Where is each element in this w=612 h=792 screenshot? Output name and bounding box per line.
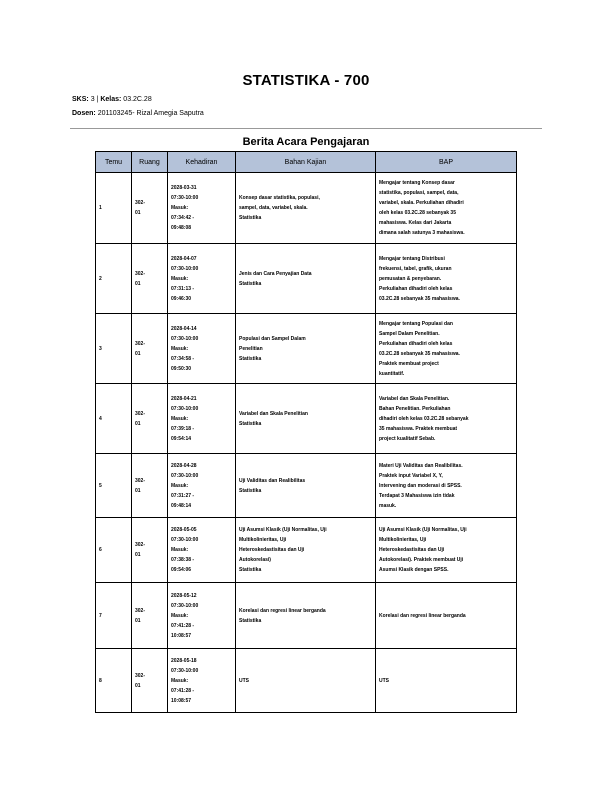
- cell-bahan-kajian: Uji Asumsi Klasik (Uji Normalitas, Uji Multikolinieritas, Uji Heteroskedastisitas dan Uji Autokorelasi) Statistika: [236, 518, 376, 583]
- cell-ruang: 302- 01: [132, 518, 168, 583]
- cell-kehadiran: 2028-03-31 07:30-10:00 Masuk: 07:34:42 - 09:48:08: [168, 173, 236, 244]
- cell-temu: 6: [96, 518, 132, 583]
- cell-kehadiran: 2028-05-12 07:30-10:00 Masuk: 07:41:28 - 10:08:57: [168, 583, 236, 649]
- table-row: [96, 384, 517, 454]
- cell-ruang: 302- 01: [132, 583, 168, 649]
- cell-ruang: 302- 01: [132, 173, 168, 244]
- table-row: [96, 314, 517, 384]
- cell-bap: UTS: [376, 649, 517, 713]
- table-row: [96, 454, 517, 518]
- dosen-label: Dosen:: [72, 110, 96, 117]
- cell-bahan-kajian: Populasi dan Sampel Dalam Penelitian Statistika: [236, 314, 376, 384]
- cell-bap: Mengajar tentang Distribusi frekuensi, tabel, grafik, ukuran pemusatan & penyebaran. Perkuliahan dihadiri oleh kelas 03.2C.28 sebanyak 35 mahasiswa.: [376, 244, 517, 314]
- kelas-value: 03.2C.28: [123, 96, 152, 103]
- cell-temu: 8: [96, 649, 132, 713]
- header-bap: BAP: [376, 152, 517, 173]
- cell-bap: Mengajar tentang Populasi dan Sampel Dalam Penelitian. Perkuliahan dihadiri oleh kelas 03.2C.28 sebanyak 35 mahasiswa. Praktek membuat project kuantitatif.: [376, 314, 517, 384]
- cell-bahan-kajian: Korelasi dan regresi linear berganda Statistika: [236, 583, 376, 649]
- cell-kehadiran: 2028-05-18 07:30-10:00 Masuk: 07:41:28 - 10:08:57: [168, 649, 236, 713]
- header-kehadiran: Kehadiran: [168, 152, 236, 173]
- cell-bahan-kajian: Jenis dan Cara Penyajian Data Statistika: [236, 244, 376, 314]
- table-row: [96, 173, 517, 244]
- cell-kehadiran: 2028-04-14 07:30-10:00 Masuk: 07:34:58 - 09:50:30: [168, 314, 236, 384]
- cell-kehadiran: 2028-04-21 07:30-10:00 Masuk: 07:39:18 - 09:54:14: [168, 384, 236, 454]
- table-row: [96, 649, 517, 713]
- lecturer-line: [72, 110, 204, 117]
- header-ruang: Ruang: [132, 152, 168, 173]
- cell-ruang: 302- 01: [132, 384, 168, 454]
- cell-bahan-kajian: Konsep dasar statistika, populasi, sampel, data, variabel, skala. Statistika: [236, 173, 376, 244]
- cell-bap: Variabel dan Skala Penelitian. Bahan Penelitian. Perkuliahan dihadiri oleh kelas 03.2C.28 sebanyak 35 mahasiswa. Praktek membuat project kualitatif Sebab.: [376, 384, 517, 454]
- table-row: [96, 518, 517, 583]
- section-title: Berita Acara Pengajaran: [242, 136, 370, 148]
- table-row: [96, 244, 517, 314]
- cell-bap: Materi Uji Validitas dan Realibilitas. Praktek input Variabel X, Y, Intervening dan moderasi di SPSS. Terdapat 3 Mahasiswa izin tidak masuk.: [376, 454, 517, 518]
- course-meta-line: [72, 96, 152, 103]
- cell-bahan-kajian: UTS: [236, 649, 376, 713]
- cell-ruang: 302- 01: [132, 314, 168, 384]
- cell-temu: 7: [96, 583, 132, 649]
- header-bahan-kajian: Bahan Kajian: [236, 152, 376, 173]
- cell-ruang: 302- 01: [132, 454, 168, 518]
- cell-kehadiran: 2028-05-05 07:30-10:00 Masuk: 07:38:38 - 09:54:06: [168, 518, 236, 583]
- sks-label: SKS:: [72, 96, 89, 103]
- cell-bap: Mengajar tentang Konsep dasar statistika, populasi, sampel, data, variabel, skala. Perkuliahan dihadiri oleh kelas 03.2C.28 sebanyak 35 mahasiswa. Kelas dari Jakarta dimana salah satunya 3 mahasiswa.: [376, 173, 517, 244]
- teaching-record-table: [95, 151, 517, 713]
- cell-ruang: 302- 01: [132, 649, 168, 713]
- meta-separator: |: [96, 96, 99, 103]
- cell-ruang: 302- 01: [132, 244, 168, 314]
- table-header-row: [96, 152, 517, 173]
- cell-temu: 5: [96, 454, 132, 518]
- header-temu: Temu: [96, 152, 132, 173]
- dosen-value: 201103245- Rizal Amegia Saputra: [97, 110, 204, 117]
- cell-kehadiran: 2028-04-07 07:30-10:00 Masuk: 07:31:13 - 09:46:30: [168, 244, 236, 314]
- sks-value: 3: [90, 96, 95, 103]
- cell-temu: 4: [96, 384, 132, 454]
- cell-temu: 3: [96, 314, 132, 384]
- course-title: STATISTIKA - 700: [242, 72, 370, 89]
- table-row: [96, 583, 517, 649]
- cell-bahan-kajian: Uji Validitas dan Realibilitas Statistika: [236, 454, 376, 518]
- cell-bahan-kajian: Variabel dan Skala Penelitian Statistika: [236, 384, 376, 454]
- kelas-label: Kelas:: [100, 96, 122, 103]
- cell-kehadiran: 2028-04-28 07:30-10:00 Masuk: 07:31:27 - 09:48:14: [168, 454, 236, 518]
- cell-temu: 2: [96, 244, 132, 314]
- cell-temu: 1: [96, 173, 132, 244]
- header-divider: [70, 128, 542, 129]
- cell-bap: Uji Asumsi Klasik (Uji Normalitas, Uji Multikolinieritas, Uji Heteroskedastisitas dan Uji Autokorelasi). Praktek membuat Uji Asumsi Klasik dengan SPSS.: [376, 518, 517, 583]
- cell-bap: Korelasi dan regresi linear berganda: [376, 583, 517, 649]
